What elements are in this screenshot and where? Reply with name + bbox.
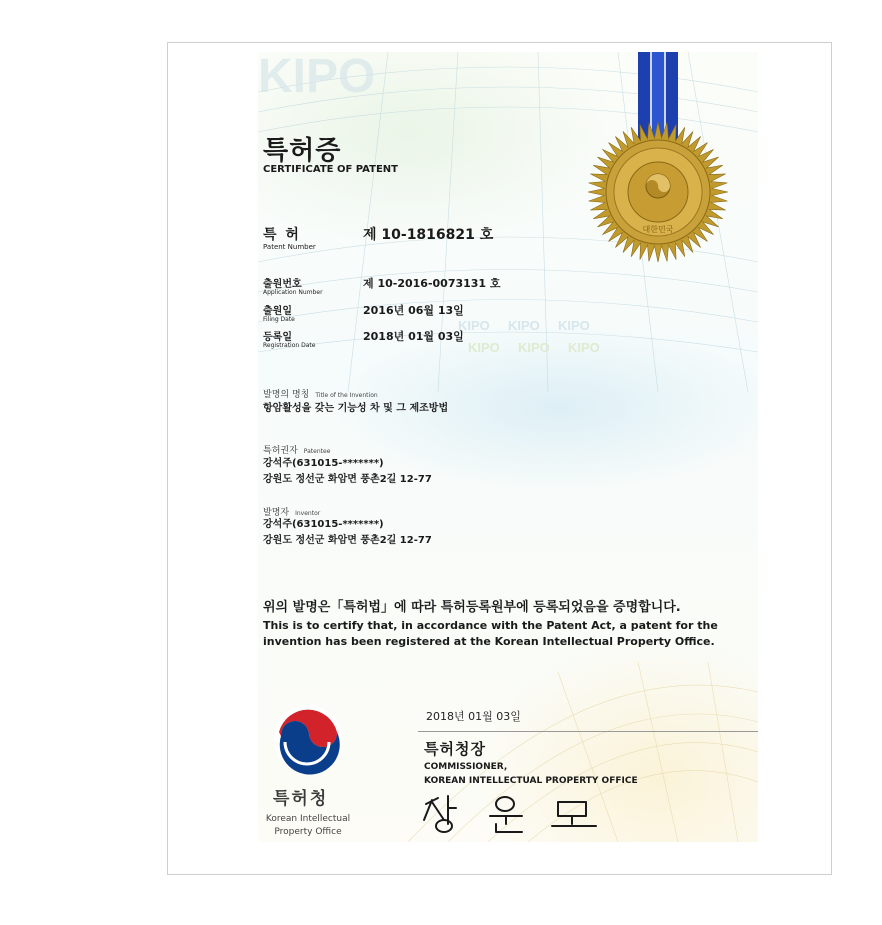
inventor-label-ko: 발명자 [263,508,290,518]
issue-date: 2018년 01월 03일 [426,710,521,723]
watermark-text-row-6: KIPO [568,340,600,355]
patent-number-value: 제 10-1816821 호 [363,227,494,243]
application-number-label-ko: 출원번호 [263,279,302,290]
filing-date-label-ko: 출원일 [263,306,292,317]
registration-date-value: 2018년 01월 03일 [363,330,464,343]
filing-date-value: 2016년 06월 13일 [363,304,464,317]
watermark-text-row-2: KIPO [508,318,540,333]
signature-divider [418,731,758,732]
patentee-address: 강원도 정선군 화암면 풍촌2길 12-77 [263,474,432,485]
invention-title-value: 항암활성을 갖는 기능성 차 및 그 제조방법 [263,403,449,414]
inventor-address: 강원도 정선군 화암면 풍촌2길 12-77 [263,535,432,546]
watermark-text-row-1: KIPO [458,318,490,333]
inventor-name: 강석주(631015-*******) [263,519,384,530]
filing-date-label-en: Filing Date [263,316,295,323]
kipo-name-en-line1: Korean Intellectual [265,814,351,824]
watermark-text-row-5: KIPO [518,340,550,355]
kipo-name-en-line2: Property Office [274,827,342,837]
invention-title-label-en: Title of the Invention [315,392,378,399]
patentee-label-en: Patentee [303,448,331,455]
registration-date-label-ko: 등록일 [263,332,292,343]
watermark-text-row-3: KIPO [558,318,590,333]
patent-number-label-ko: 특 허 [263,227,301,243]
patentee-name: 강석주(631015-*******) [263,458,384,469]
certification-statement-ko: 위의 발명은「특허법」에 따라 특허등록원부에 등록되었음을 증명합니다. [263,600,681,615]
registration-date-label-en: Registration Date [263,342,316,349]
certification-statement-en: This is to certify that, in accordance with the Patent Act, a patent for the invention has been registered at the Korean Intellectual Property Office. [263,619,718,648]
application-number-value: 제 10-2016-0073131 호 [363,277,501,290]
commissioner-signature [418,790,618,840]
kipo-logo-icon [271,702,345,776]
application-number-label-en: Application Number [263,289,323,296]
patent-number-label-en: Patent Number [263,243,316,251]
certificate-title-en: CERTIFICATE OF PATENT [263,164,398,175]
seal-inscription: 대한민국 [642,225,674,234]
gold-seal-with-ribbon [583,52,743,272]
inventor-label-en: Inventor [295,510,321,517]
commissioner-title-en-line2: KOREAN INTELLECTUAL PROPERTY OFFICE [424,776,638,786]
certificate-title-ko: 특허증 [263,136,342,166]
commissioner-title-ko: 특허청장 [424,740,486,758]
invention-title-label-ko: 발명의 명칭 [263,390,310,400]
watermark-text-row-4: KIPO [468,340,500,355]
patentee-label-ko: 특허권자 [263,446,298,456]
commissioner-title-en-line1: COMMISSIONER, [424,762,508,772]
watermark-text: KIPO [258,52,376,103]
patent-certificate [258,52,758,842]
kipo-name-ko: 특허청 [273,789,329,809]
